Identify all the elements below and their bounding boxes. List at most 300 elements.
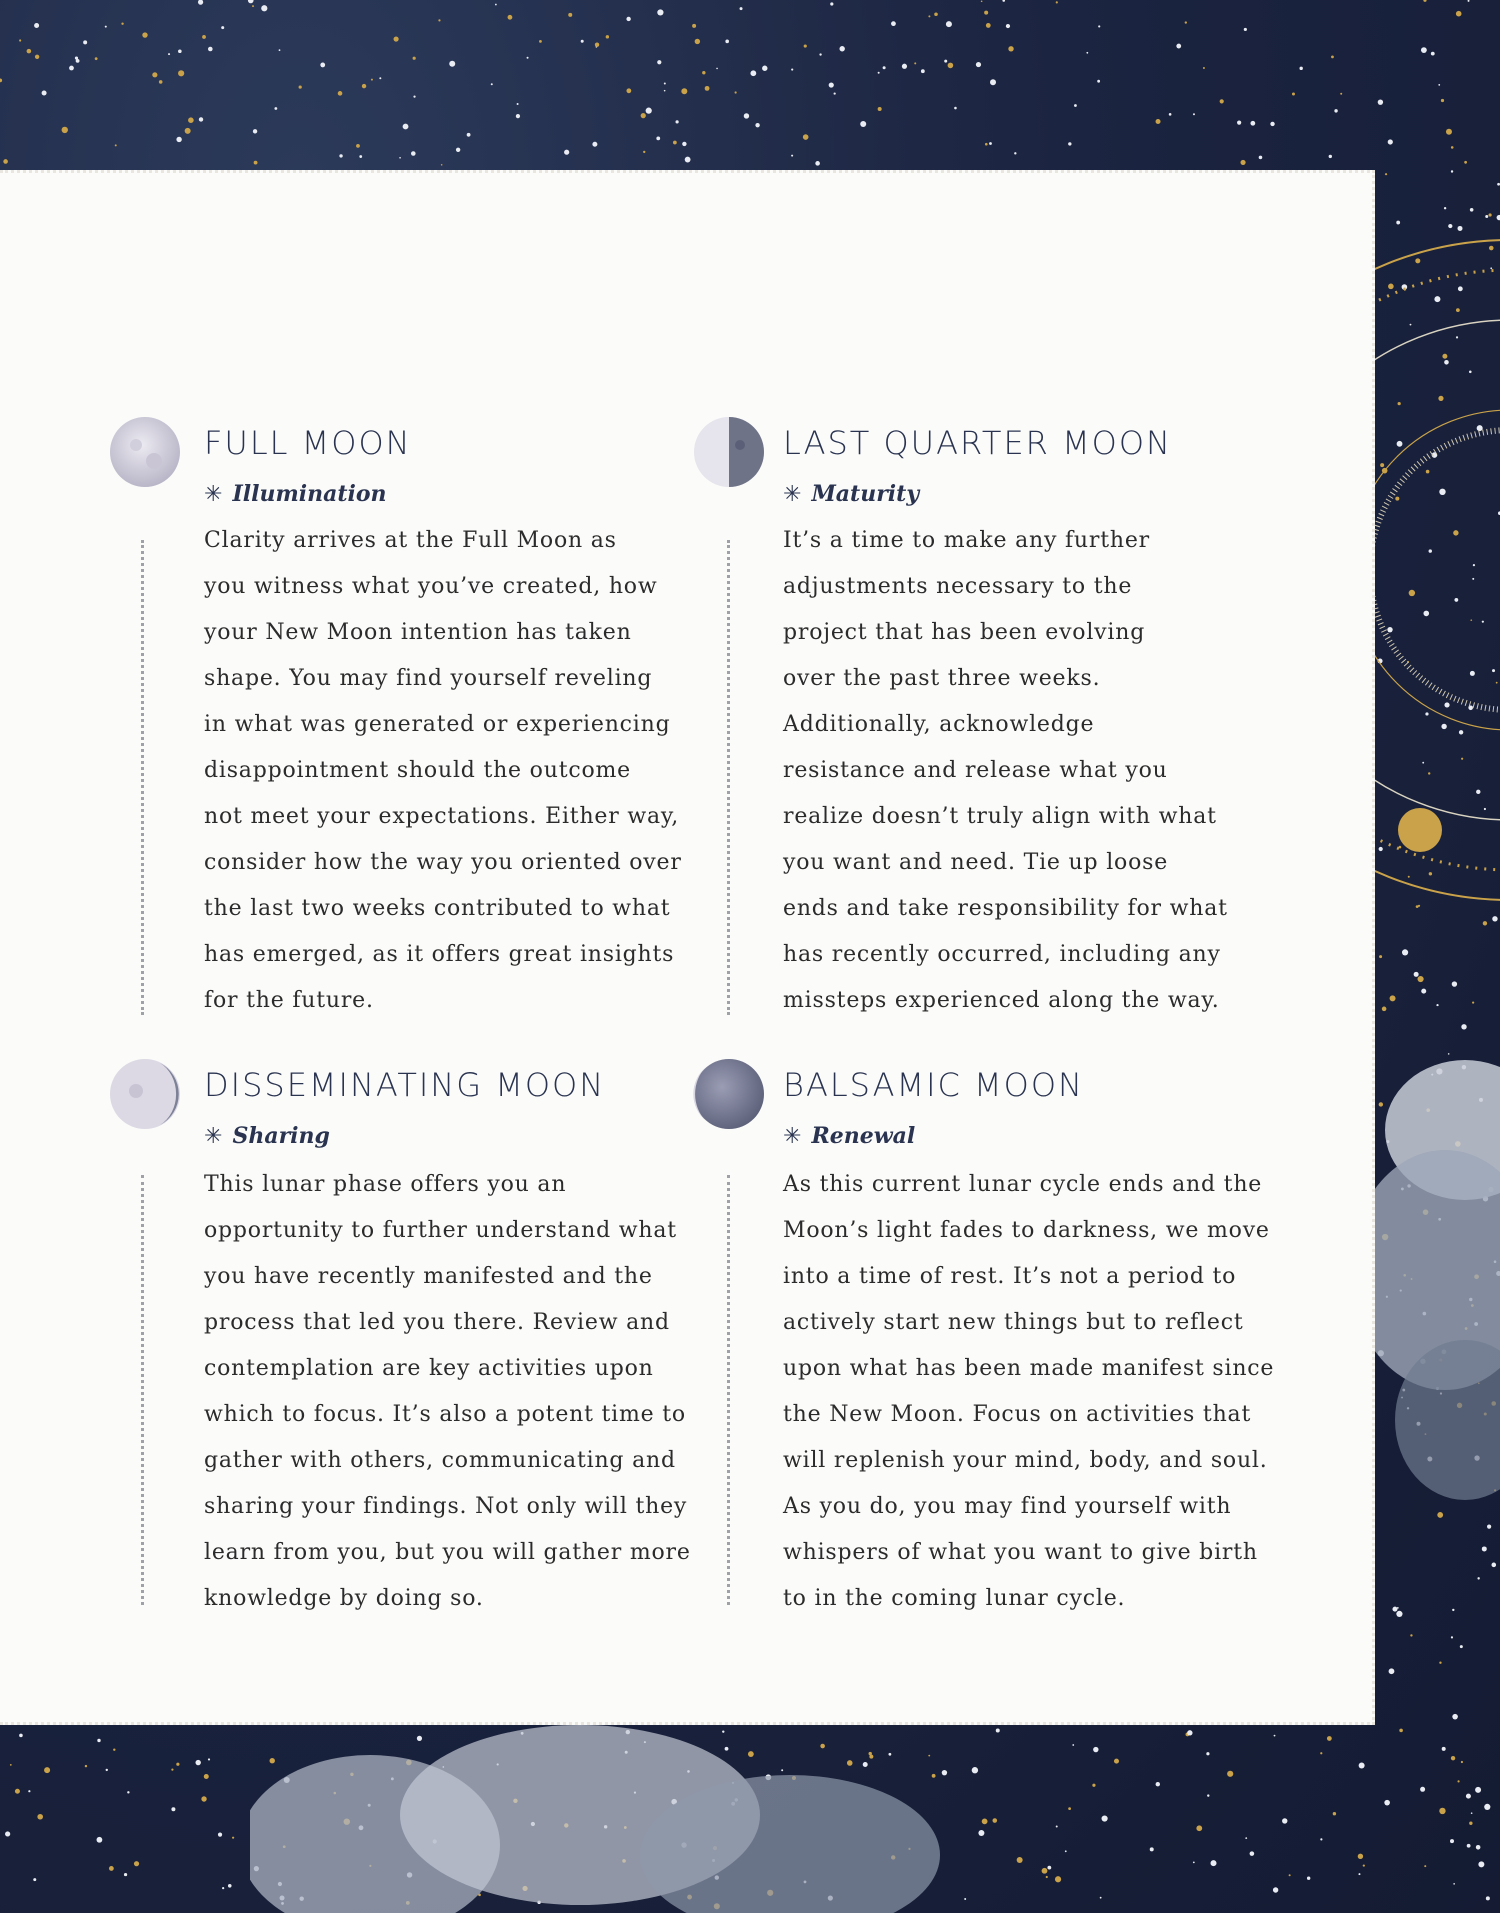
section-title: LAST QUARTER MOON [783, 424, 1172, 462]
star [1273, 1887, 1278, 1892]
star [5, 1831, 10, 1836]
star [42, 91, 47, 96]
star [491, 83, 493, 85]
star [456, 148, 460, 152]
star [606, 35, 609, 38]
star [981, 0, 983, 2]
star [517, 103, 519, 105]
star [539, 40, 542, 43]
body-line: for the future. [204, 988, 374, 1013]
star [921, 69, 925, 73]
star [1086, 52, 1088, 54]
star [626, 17, 630, 21]
star [1451, 146, 1454, 149]
star [134, 1861, 139, 1866]
section-body [204, 1162, 691, 1622]
body-line: will replenish your mind, body, and soul. [783, 1448, 1268, 1473]
section-title: DISSEMINATING MOON [204, 1066, 606, 1104]
star [1420, 1787, 1425, 1792]
star [178, 70, 184, 76]
star [62, 127, 68, 133]
star [1185, 21, 1187, 23]
star [1378, 99, 1383, 104]
section-subtitle [204, 1123, 330, 1149]
star [35, 55, 39, 59]
star [1437, 1512, 1443, 1518]
star [1436, 1004, 1438, 1006]
star [716, 68, 718, 70]
star [1410, 1634, 1412, 1636]
star [1244, 28, 1247, 31]
body-line: sharing your findings. Not only will they [204, 1494, 688, 1519]
star [83, 40, 87, 44]
star [1334, 109, 1337, 112]
star [1156, 1782, 1160, 1786]
body-line: you witness what you’ve created, how [204, 574, 658, 599]
star [299, 85, 302, 88]
star [1014, 152, 1016, 154]
body-line: into a time of rest. It’s not a period to [783, 1264, 1237, 1289]
star [1450, 1839, 1454, 1843]
body-line: over the past three weeks. [783, 666, 1101, 691]
star [15, 1789, 20, 1794]
star [1072, 1744, 1074, 1746]
star [1074, 104, 1077, 107]
star [1438, 84, 1440, 86]
star [28, 1790, 30, 1792]
star [944, 60, 947, 63]
star [1421, 47, 1427, 53]
star [1068, 1807, 1071, 1810]
star [1424, 1865, 1426, 1867]
section-title: FULL MOON [204, 424, 412, 462]
star [218, 1833, 222, 1837]
star [195, 1760, 200, 1765]
star [978, 1830, 984, 1836]
star [411, 151, 416, 156]
star [124, 1873, 127, 1876]
star [1056, 1826, 1058, 1828]
dotted-rule [141, 540, 144, 1015]
star [95, 57, 98, 60]
star [199, 117, 203, 121]
star [115, 144, 117, 146]
body-line: the New Moon. Focus on activities that [783, 1402, 1252, 1427]
star [1359, 1763, 1365, 1769]
star [1379, 955, 1382, 958]
star [1472, 1001, 1474, 1003]
section-body [783, 1162, 1274, 1622]
star [1476, 1845, 1481, 1850]
star [643, 151, 645, 153]
star [928, 15, 930, 17]
star [1484, 1804, 1490, 1810]
star [1250, 121, 1255, 126]
star [495, 4, 497, 6]
body-line: As this current lunar cycle ends and the [783, 1172, 1263, 1197]
star [1270, 122, 1274, 126]
star [1114, 1759, 1119, 1764]
star [1382, 1007, 1387, 1012]
star [964, 1898, 966, 1900]
star [755, 123, 759, 127]
star [1486, 1896, 1490, 1900]
star [1441, 99, 1444, 102]
star [27, 49, 32, 54]
star [1456, 11, 1462, 17]
star [1491, 1563, 1496, 1568]
star [1299, 67, 1302, 70]
star [1390, 995, 1396, 1001]
star [791, 68, 793, 70]
star [1446, 129, 1452, 135]
star [1460, 1645, 1463, 1648]
star [1442, 1747, 1446, 1751]
star [934, 12, 938, 16]
body-line: contemplation are key activities upon [204, 1356, 654, 1381]
star [171, 1807, 175, 1811]
body-line: It’s a time to make any further [783, 528, 1150, 553]
star [10, 1764, 12, 1766]
star [438, 19, 440, 21]
star [830, 2, 833, 5]
star [202, 35, 206, 39]
star [948, 63, 954, 69]
cloud-bottom-decoration [250, 1725, 950, 1913]
star [595, 42, 599, 46]
star [1451, 1636, 1453, 1638]
star [878, 107, 882, 111]
star [990, 79, 996, 85]
star [19, 39, 21, 41]
star [228, 1884, 232, 1888]
star [1320, 1838, 1322, 1840]
star [1193, 1862, 1195, 1864]
star [1396, 1611, 1402, 1617]
star [44, 1767, 50, 1773]
body-line: to in the coming lunar cycle. [783, 1586, 1126, 1611]
star [682, 142, 686, 146]
star [97, 1739, 100, 1742]
star [1237, 121, 1241, 125]
star [1467, 1844, 1471, 1848]
balsamic-moon-icon [692, 1057, 766, 1131]
star [883, 66, 886, 69]
star [159, 80, 163, 84]
star [1392, 1607, 1397, 1612]
star [198, 0, 203, 5]
body-line: you want and need. Tie up loose [783, 850, 1169, 875]
asterisk-icon: ✳ [204, 1124, 223, 1149]
star [702, 71, 705, 74]
body-line: learn from you, but you will gather more [204, 1540, 691, 1565]
star [984, 11, 988, 15]
star [1055, 1876, 1061, 1882]
star [1487, 1525, 1491, 1529]
star [516, 114, 520, 118]
star [3, 159, 8, 164]
star [152, 72, 157, 77]
star [338, 91, 343, 96]
body-line: project that has been evolving [783, 620, 1146, 645]
star [692, 24, 696, 28]
star [1466, 1794, 1471, 1799]
disseminating-moon-icon [108, 1057, 182, 1131]
star [626, 88, 631, 93]
section-subtitle [204, 481, 387, 507]
star [1207, 1794, 1209, 1796]
star [985, 143, 988, 146]
star [954, 107, 957, 110]
star [1452, 981, 1457, 986]
star [252, 5, 254, 7]
star [829, 82, 834, 87]
body-line: upon what has been made manifest since [783, 1356, 1275, 1381]
star [176, 137, 181, 142]
star [1100, 1897, 1102, 1899]
star [1389, 1668, 1395, 1674]
star [1469, 1822, 1472, 1825]
body-line: actively start new things but to reflect [783, 1310, 1244, 1335]
star [222, 1887, 224, 1889]
star [413, 57, 416, 60]
body-line: process that led you there. Review and [204, 1310, 670, 1335]
star [1206, 1752, 1209, 1755]
star [1220, 99, 1224, 103]
body-line: in what was generated or experiencing [204, 712, 671, 737]
star [371, 79, 373, 81]
star [403, 124, 409, 130]
star [902, 64, 907, 69]
star [791, 155, 793, 157]
body-line: adjustments necessary to the [783, 574, 1133, 599]
star [1471, 1812, 1473, 1814]
star [188, 117, 194, 123]
asterisk-icon: ✳ [783, 482, 802, 507]
star [1150, 1847, 1154, 1851]
body-line: your New Moon intention has taken [204, 620, 632, 645]
star [254, 161, 258, 165]
star [804, 44, 807, 47]
star [85, 1765, 87, 1767]
star [735, 91, 737, 93]
star [646, 108, 652, 114]
body-line: opportunity to further understand what [204, 1218, 677, 1243]
star [1453, 1883, 1455, 1885]
star [982, 1818, 988, 1824]
body-line: knowledge by doing so. [204, 1586, 484, 1611]
star [740, 7, 743, 10]
section-body [204, 518, 682, 1024]
star [185, 128, 191, 134]
star [168, 53, 170, 55]
star [171, 1769, 173, 1771]
star [1402, 949, 1408, 955]
star [393, 36, 398, 41]
star [673, 141, 677, 145]
asterisk-icon: ✳ [204, 482, 223, 507]
star [592, 142, 597, 147]
star [1259, 156, 1263, 160]
star [1461, 1761, 1463, 1763]
star [839, 46, 844, 51]
star [676, 120, 679, 123]
star [1187, 1730, 1192, 1735]
star [834, 92, 836, 94]
star [1047, 1866, 1051, 1870]
star [803, 134, 809, 140]
star [664, 83, 666, 85]
star [705, 86, 710, 91]
star [1097, 80, 1100, 83]
body-line: which to focus. It’s also a potent time to [204, 1402, 686, 1427]
star [581, 40, 584, 43]
body-line: This lunar phase offers you an [204, 1172, 567, 1197]
star [413, 95, 415, 97]
star [860, 121, 866, 127]
star [1464, 161, 1467, 164]
star [1461, 1024, 1466, 1029]
star [356, 144, 360, 148]
star [914, 62, 916, 64]
star [1227, 1771, 1233, 1777]
star [527, 57, 529, 59]
body-line: Clarity arrives at the Full Moon as [204, 528, 617, 553]
star [1002, 0, 1005, 2]
body-line: realize doesn’t truly align with what [783, 804, 1217, 829]
star [1006, 24, 1010, 28]
star [204, 1774, 209, 1779]
section-subtitle [783, 1123, 915, 1149]
star [467, 133, 471, 137]
star [744, 113, 749, 118]
star [279, 49, 281, 51]
star [1452, 1714, 1458, 1720]
star [1423, 0, 1426, 2]
star [1452, 1609, 1454, 1611]
star [1331, 55, 1334, 58]
star [253, 129, 257, 133]
star [1388, 139, 1393, 144]
star [37, 1814, 43, 1820]
body-line: has recently occurred, including any [783, 942, 1221, 967]
star [1451, 170, 1453, 172]
star [878, 72, 880, 74]
subtitle-text: Sharing [232, 1123, 330, 1149]
subtitle-text: Illumination [232, 481, 387, 507]
star [176, 1763, 179, 1766]
star [1397, 1607, 1399, 1609]
star [996, 1729, 1000, 1733]
star [248, 0, 254, 3]
star [0, 78, 2, 82]
star [657, 9, 663, 15]
asterisk-icon: ✳ [783, 1124, 802, 1149]
star [1333, 1812, 1336, 1815]
star [33, 1878, 36, 1881]
star [320, 63, 325, 68]
star [127, 1791, 129, 1793]
star [1102, 1815, 1108, 1821]
star [1475, 1787, 1481, 1793]
body-line: consider how the way you oriented over [204, 850, 682, 875]
star [946, 21, 952, 27]
star [1250, 1851, 1255, 1856]
star [1329, 155, 1332, 158]
star [1468, 0, 1470, 2]
star [1439, 1808, 1445, 1814]
star [1056, 1, 1058, 3]
star [1017, 1857, 1023, 1863]
star [1340, 93, 1342, 95]
star [142, 32, 147, 37]
star [1065, 1850, 1067, 1852]
star [1211, 1860, 1217, 1866]
body-line: shape. You may find yourself reveling [204, 666, 653, 691]
star [1363, 1864, 1365, 1866]
star [1421, 989, 1426, 994]
body-line: missteps experienced along the way. [783, 988, 1220, 1013]
section-subtitle [783, 481, 919, 507]
star [1046, 1876, 1048, 1878]
star [1008, 46, 1013, 51]
star [113, 1749, 115, 1751]
star [695, 39, 700, 44]
star [568, 13, 572, 17]
body-line: disappointment should the outcome [204, 758, 631, 783]
star [232, 1837, 234, 1839]
star [1431, 52, 1435, 56]
star [976, 62, 981, 67]
star [641, 113, 646, 118]
star [201, 1796, 206, 1801]
star [449, 61, 455, 67]
cloud-right-decoration [1375, 1040, 1500, 1500]
star [1240, 160, 1245, 165]
star [1451, 1756, 1455, 1760]
star [178, 49, 182, 53]
star [819, 53, 821, 55]
star [992, 1818, 997, 1823]
last-quarter-moon-icon [692, 415, 766, 489]
star [1245, 1837, 1247, 1839]
body-line: you have recently manifested and the [204, 1264, 653, 1289]
body-line: gather with others, communicating and [204, 1448, 676, 1473]
star [34, 23, 39, 28]
section-title: BALSAMIC MOON [783, 1066, 1084, 1104]
star [891, 21, 896, 26]
star [69, 66, 74, 71]
star [1068, 142, 1071, 145]
body-line: not meet your expectations. Either way, [204, 804, 679, 829]
dotted-rule [141, 1175, 144, 1605]
star [208, 1758, 210, 1760]
section-body [783, 518, 1228, 1024]
star [1193, 113, 1195, 115]
body-line: As you do, you may find yourself with [783, 1494, 1232, 1519]
star [19, 1734, 23, 1738]
dotted-rule [727, 1175, 730, 1605]
star [762, 66, 767, 71]
subtitle-text: Renewal [811, 1123, 916, 1149]
star [1482, 1546, 1487, 1551]
star [1196, 1825, 1202, 1831]
star [121, 23, 123, 25]
star [564, 150, 569, 155]
star [1327, 1736, 1332, 1741]
star [1042, 1868, 1048, 1874]
star [972, 1767, 978, 1773]
